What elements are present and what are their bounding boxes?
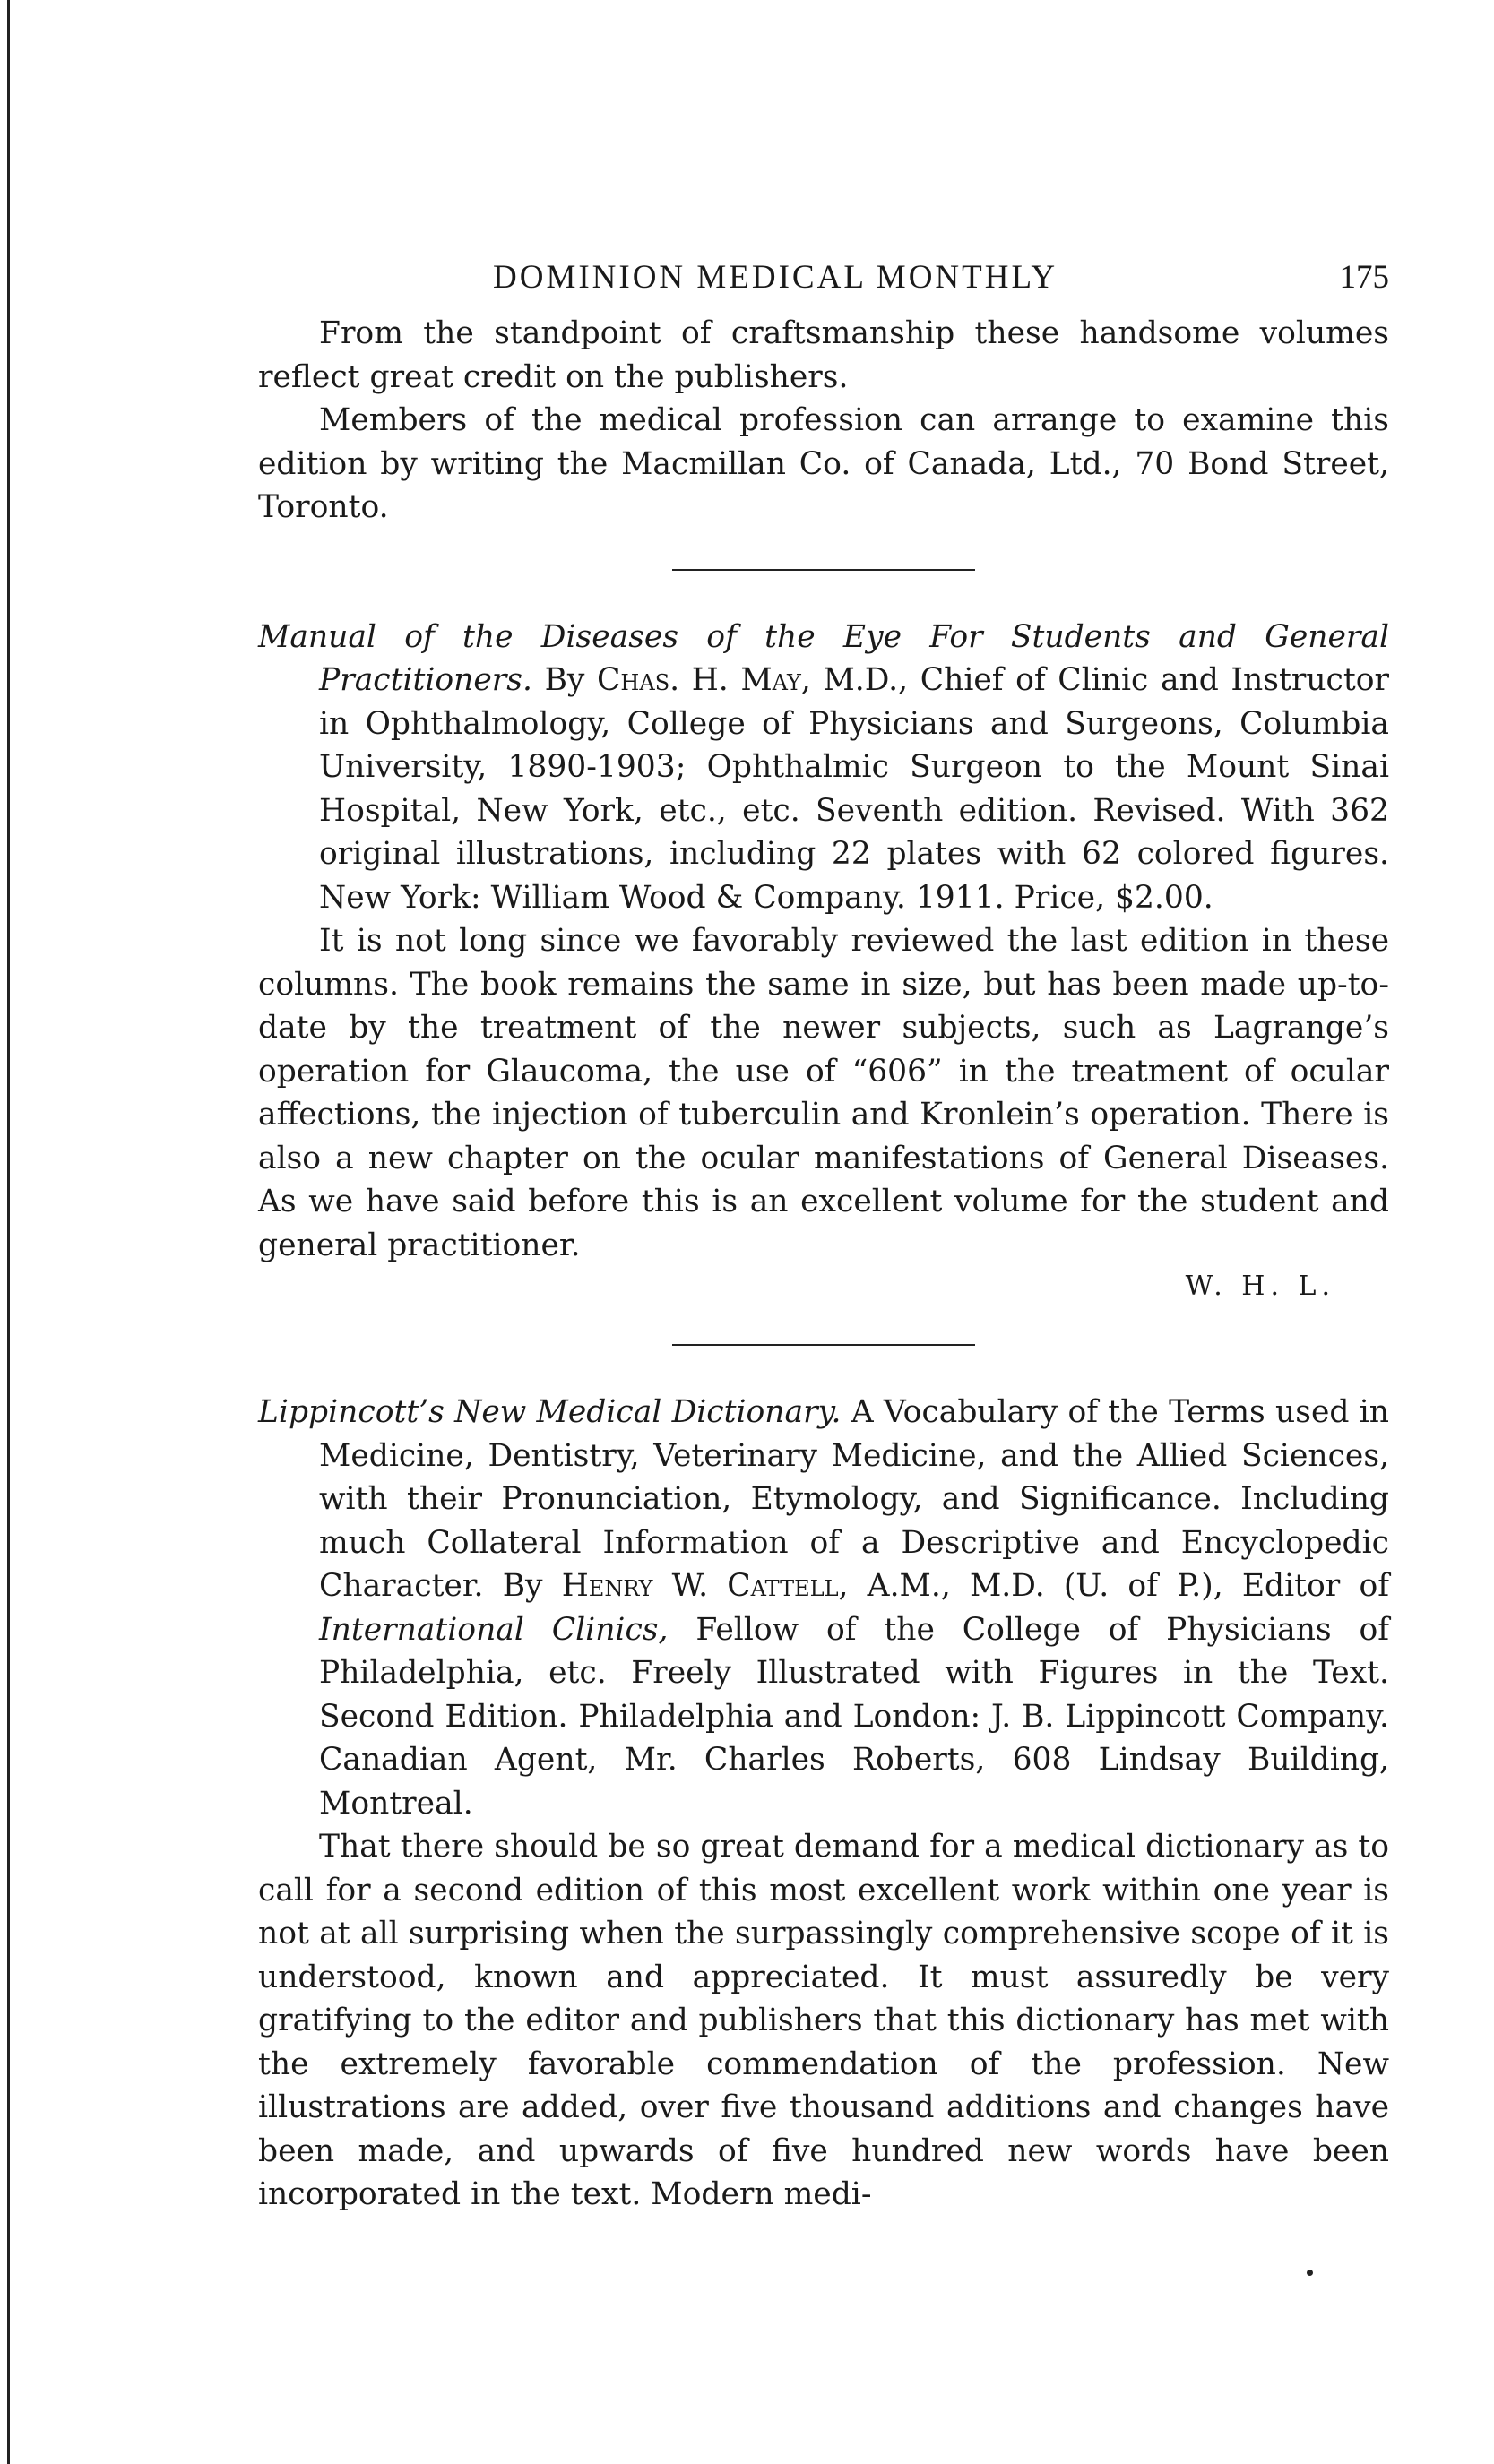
- section-divider: [672, 1344, 975, 1346]
- byline-text: By: [531, 662, 598, 698]
- review-body: It is not long since we favorably reviewed the last edition in these columns. The book remains the same in size, but has been made up-to-date by the treatment of the newer subjects, such as Lagrange’s operation for Glaucoma, the use of “606” in the treatment of ocular affections, the injection of tuberculin and Kronlein’s operation. There is also a new chapter on the ocular manifestations of General Diseases. As we have said before this is an excellent volume for the student and general practitioner.: [258, 923, 1389, 1263]
- page-binding-edge: [7, 0, 13, 2464]
- intro-paragraph-2: Members of the medical profession can arrange to examine this edition by writing the Macmillan Co. of Canada, Ltd., 70 Bond Street, Toronto.: [258, 402, 1389, 525]
- journal-page: [258, 258, 1389, 2217]
- reviewer-initials: W. H. L.: [1185, 1271, 1335, 1302]
- review-body: That there should be so great demand for a medical dictionary as to call for a second edition of this most excellent work within one year is not at all surprising when the surpassingly comprehensive scope of it is understood, known and appreciated. It must assuredly be very gratifying to the editor and publishers that this dictionary has met with the extremely favorable commendation of the profession. New illustrations are added, over five thousand additions and changes have been made, and upwards of five hundred new words have been incorporated in the text. Modern medi-: [258, 1829, 1389, 2212]
- bibliographic-details: , M.D., Chief of Clinic and Instructor in Ophthalmology, College of Physicians and Surgeons, Columbia University, 1890-1903; Ophthalmic Surgeon to the Mount Sinai Hospital, New York, etc., etc. Seventh edition. Revised. With 362 original illustrations, including 22 plates with 62 colored figures. New York: William Wood & Company. 1911. Price, $2.00.: [319, 662, 1389, 916]
- ink-speck: [1307, 2270, 1313, 2276]
- intro-paragraph-1: From the standpoint of craftsmanship these handsome volumes reflect great credit on the publishers.: [258, 315, 1389, 395]
- bibliographic-details: Fellow of the College of Physicians of Philadelphia, etc. Freely Illustrated with Figures in the Text. Second Edition. Philadelphia and London: J. B. Lippincott Company. Canadian Agent, Mr. Charles Roberts, 608 Lindsay Building, Montreal.: [319, 1611, 1390, 1822]
- book-title: Manual of the Diseases of the Eye For Students and General Practitioners.: [258, 618, 1389, 698]
- running-head: [258, 258, 1389, 312]
- review-entry-heading: [258, 1391, 1389, 1825]
- section-divider: [672, 569, 975, 571]
- bibliographic-details: A Vocabulary of the Terms used in Medicine, Dentistry, Veterinary Medicine, and the Allied Sciences, with their Pronunciation, Etymology, and Significance. Including much Collateral Information of a Descriptive and Encyclopedic Character. By: [319, 1394, 1389, 1604]
- running-title: DOMINION MEDICAL MONTHLY: [493, 259, 1058, 296]
- page-number: 175: [1339, 259, 1389, 296]
- review-entry-heading: [258, 616, 1389, 920]
- journal-title: International Clinics,: [319, 1611, 669, 1648]
- bibliographic-details: , A.M., M.D. (U. of P.), Editor of: [838, 1568, 1390, 1604]
- book-title: Lippincott’s New Medical Dictionary.: [258, 1394, 842, 1430]
- author-name: Henry W. Cattell: [561, 1568, 839, 1604]
- author-name: Chas. H. May: [597, 662, 801, 698]
